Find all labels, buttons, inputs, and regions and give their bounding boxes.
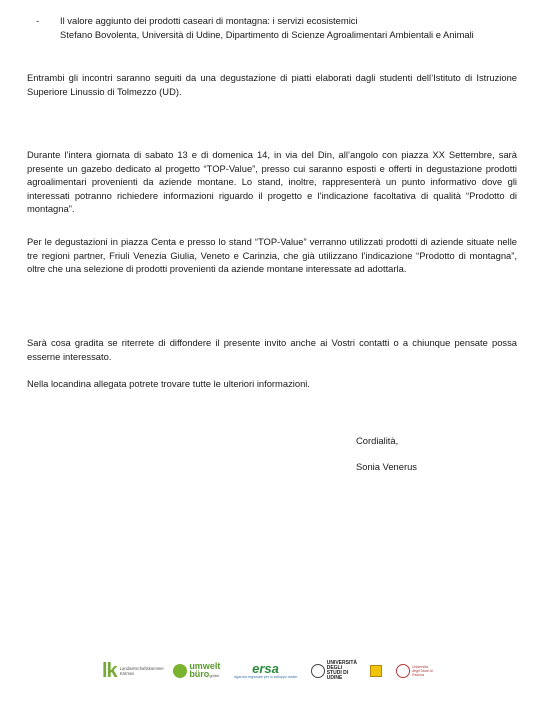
unipd-logo (396, 664, 436, 678)
bullet-speaker: Stefano Bovolenta, Università di Udine, Dipartimento di Scienze Agroalimentari Ambientali e Animali (60, 28, 474, 40)
lk-logo-mark: lk (102, 659, 117, 682)
paragraph-gazebo: Durante l’intera giornata di sabato 13 e di domenica 14, in via del Din, all’angolo con piazza XX Settembre, sarà presente un gazebo dedicato al progetto “TOP-Value”, presso cui saranno esposti e offerti in degustazione prodotti agroalimentari provenienti da aziende montane. Lo stand, inoltre, rappresenterà un punto informativo dove gli interessati potranno richiedere informazioni riguardo il progetto e l’indicazione facoltativa di qualità “Prodotto di montagna”. (27, 149, 517, 215)
umweltbuero-text: umwelt bürogmbh (189, 661, 221, 679)
unipd-logo-text: Università degli Studi di Padova (411, 664, 433, 678)
lk-logo (102, 659, 164, 683)
paragraph-products: Per le degustazioni in piazza Centa e presso lo stand “TOP-Value” verranno utilizzati prodotti di aziende situate nelle tre regioni partner, Friuli Venezia Giulia, Veneto e Carinzia, che già utilizzano l’indicazione “Prodotto di montagna”, oltre che una selezione di prodotti provenienti da aziende montane interessate ad adottarla. (27, 236, 517, 275)
yellow-emblem-logo (370, 665, 382, 677)
unipd-seal-icon (396, 664, 410, 678)
uniud-seal-icon (311, 664, 325, 678)
umweltbuero-icon (173, 664, 187, 678)
uniud-logo-text: UNIVERSITÀ DEGLI STUDI DI UDINE (326, 660, 357, 681)
closing-greeting: Cordialità, (356, 435, 399, 446)
uniud-logo (311, 661, 357, 681)
paragraph-tasting: Entrambi gli incontri saranno seguiti da una degustazione di piatti elaborati dagli studenti dell’Istituto di Istruzione Superiore Linussio di Tolmezzo (UD). (27, 72, 517, 97)
yellow-emblem-icon (370, 665, 382, 677)
lk-logo-text: Landwirtschaftskammer Kärnten (119, 666, 164, 676)
ersa-logo-subtitle: Agenzia regionale per lo sviluppo rurale (233, 675, 298, 679)
bullet-item (36, 14, 520, 41)
bullet-marker: - (36, 15, 40, 26)
paragraph-attachment: Nella locandina allegata potrete trovare tutte le ulteriori informazioni. (27, 378, 310, 389)
ersa-logo (234, 663, 297, 679)
partner-logos-bar (96, 652, 442, 690)
bullet-title: Il valore aggiunto dei prodotti caseari di montagna: i servizi ecosistemici (60, 15, 358, 26)
closing-signature: Sonia Venerus (356, 461, 417, 472)
umweltbuero-logo (173, 662, 220, 680)
paragraph-invite: Sarà cosa gradita se riterrete di diffondere il presente invito anche ai Vostri contatti o a chiunque pensate possa esserne interessato. (27, 337, 517, 362)
ersa-logo-mark: ersa (252, 661, 279, 676)
